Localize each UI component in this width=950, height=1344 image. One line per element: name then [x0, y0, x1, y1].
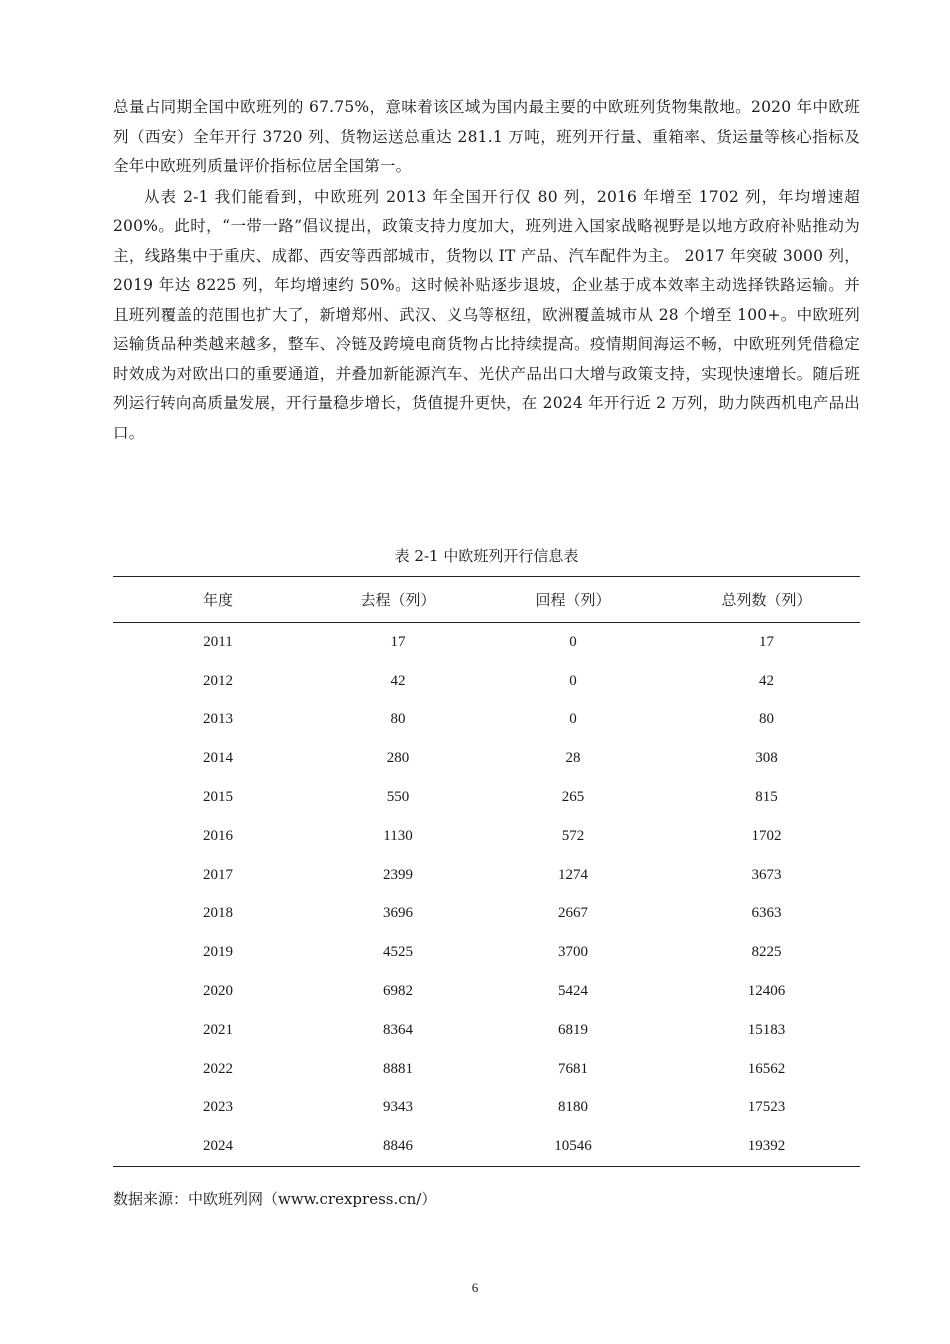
cell-outbound: 6982	[383, 983, 413, 1000]
table-row	[113, 739, 860, 778]
cell-total: 8225	[751, 944, 782, 961]
cell-year: 2013	[203, 711, 233, 728]
table-row	[113, 1089, 860, 1128]
cell-outbound: 9343	[383, 1099, 413, 1116]
cell-return: 28	[565, 750, 581, 767]
cell-total: 16562	[747, 1060, 786, 1077]
cell-return: 5424	[558, 983, 588, 1000]
cell-year: 2012	[203, 672, 233, 689]
cell-outbound: 2399	[383, 866, 413, 883]
table-row	[113, 1050, 860, 1089]
table-row	[113, 1011, 860, 1050]
cell-return: 0	[569, 672, 577, 689]
cell-outbound: 17	[390, 633, 406, 650]
body-text	[113, 93, 860, 448]
cell-year: 2023	[203, 1099, 233, 1116]
cell-year: 2022	[203, 1060, 233, 1077]
cell-year: 2018	[203, 905, 233, 922]
cell-total: 17523	[747, 1099, 786, 1116]
cell-return: 265	[561, 789, 585, 806]
header-outbound: 去程（列）	[360, 591, 436, 609]
china-europe-train-table	[113, 576, 860, 1167]
cell-outbound: 4525	[383, 944, 413, 961]
cell-total: 308	[755, 750, 778, 767]
cell-total: 17	[759, 633, 774, 650]
cell-year: 2015	[203, 789, 233, 806]
cell-return: 8180	[558, 1099, 588, 1116]
header-return: 回程（列）	[535, 591, 611, 609]
cell-return: 0	[569, 711, 577, 728]
table-caption: 表 2-1 中欧班列开行信息表	[394, 547, 579, 565]
cell-year: 2017	[203, 866, 233, 883]
page-number: 6	[471, 1280, 479, 1295]
table-row	[113, 778, 860, 817]
cell-outbound: 42	[390, 672, 406, 689]
cell-year: 2011	[203, 633, 233, 650]
cell-return: 6819	[558, 1021, 588, 1038]
cell-total: 80	[759, 711, 774, 728]
cell-outbound: 1130	[383, 827, 413, 844]
cell-return: 3700	[558, 944, 588, 961]
header-year: 年度	[202, 591, 233, 609]
table-header-row	[113, 577, 860, 623]
table-row	[113, 895, 860, 934]
data-source-note: 数据来源：中欧班列网（www.crexpress.cn/）	[113, 1190, 437, 1208]
table-body	[113, 623, 860, 1167]
cell-total: 1702	[751, 827, 782, 844]
table-row	[113, 623, 860, 662]
cell-year: 2014	[203, 750, 233, 767]
cell-year: 2016	[203, 827, 233, 844]
cell-outbound: 3696	[383, 905, 413, 922]
cell-outbound: 550	[386, 789, 410, 806]
cell-total: 42	[759, 672, 774, 689]
cell-return: 0	[569, 633, 577, 650]
cell-year: 2020	[203, 983, 233, 1000]
cell-total: 3673	[751, 866, 782, 883]
cell-year: 2024	[203, 1138, 233, 1155]
cell-return: 1274	[558, 866, 588, 883]
cell-outbound: 80	[390, 711, 406, 728]
table-row	[113, 817, 860, 856]
cell-total: 815	[755, 789, 778, 806]
table-row	[113, 662, 860, 701]
cell-total: 15183	[747, 1021, 786, 1038]
cell-return: 572	[561, 827, 585, 844]
table-row	[113, 701, 860, 740]
cell-return: 10546	[554, 1138, 592, 1155]
paragraph-2: 从表 2-1 我们能看到，中欧班列 2013 年全国开行仅 80 列，2016 年增至 1702 列，年均增速超 200%。此时，“一带一路”倡议提出，政策支持力度加大，班列进入国家战略视野是以地方政府补贴推动为主，线路集中于重庆、成都、西安等西部城市，货物以 IT 产品、汽车配件为主。 2017 年突破 3000 列，2019 年达 8225 列，年均增速约 50%。这时候补贴逐步退坡，企业基于成本效率主动选择铁路运输。并且班列覆盖的范围也扩大了，新增郑州、武汉、义乌等枢纽，欧洲覆盖城市从 28 个增至 100+。中欧班列运输货品种类越来越多，整车、冷链及跨境电商货物占比持续提高。疫情期间海运不畅，中欧班列凭借稳定时效成为对欧出口的重要通道，并叠加新能源汽车、光伏产品出口大增与政策支持，实现快速增长。随后班列运行转向高质量发展，开行量稳步增长，货值提升更快，在 2024 年开行近 2 万列，助力陕西机电产品出口。	[113, 187, 860, 442]
table-row	[113, 856, 860, 895]
cell-return: 2667	[558, 905, 588, 922]
cell-total: 6363	[751, 905, 782, 922]
cell-year: 2021	[203, 1021, 233, 1038]
table-row	[113, 933, 860, 972]
header-total: 总列数（列）	[721, 591, 812, 609]
cell-outbound: 8881	[383, 1060, 413, 1077]
table-row	[113, 972, 860, 1011]
cell-outbound: 280	[386, 750, 410, 767]
cell-total: 19392	[747, 1138, 786, 1155]
cell-year: 2019	[203, 944, 233, 961]
table-row	[113, 1127, 860, 1166]
cell-outbound: 8846	[383, 1138, 413, 1155]
cell-return: 7681	[558, 1060, 588, 1077]
paragraph-1: 总量占同期全国中欧班列的 67.75%，意味着该区域为国内最主要的中欧班列货物集散地。2020 年中欧班列（西安）全年开行 3720 列、货物运送总重达 281.1 万吨，班列开行量、重箱率、货运量等核心指标及全年中欧班列质量评价指标位居全国第一。	[113, 98, 860, 175]
cell-total: 12406	[747, 983, 786, 1000]
cell-outbound: 8364	[383, 1021, 413, 1038]
